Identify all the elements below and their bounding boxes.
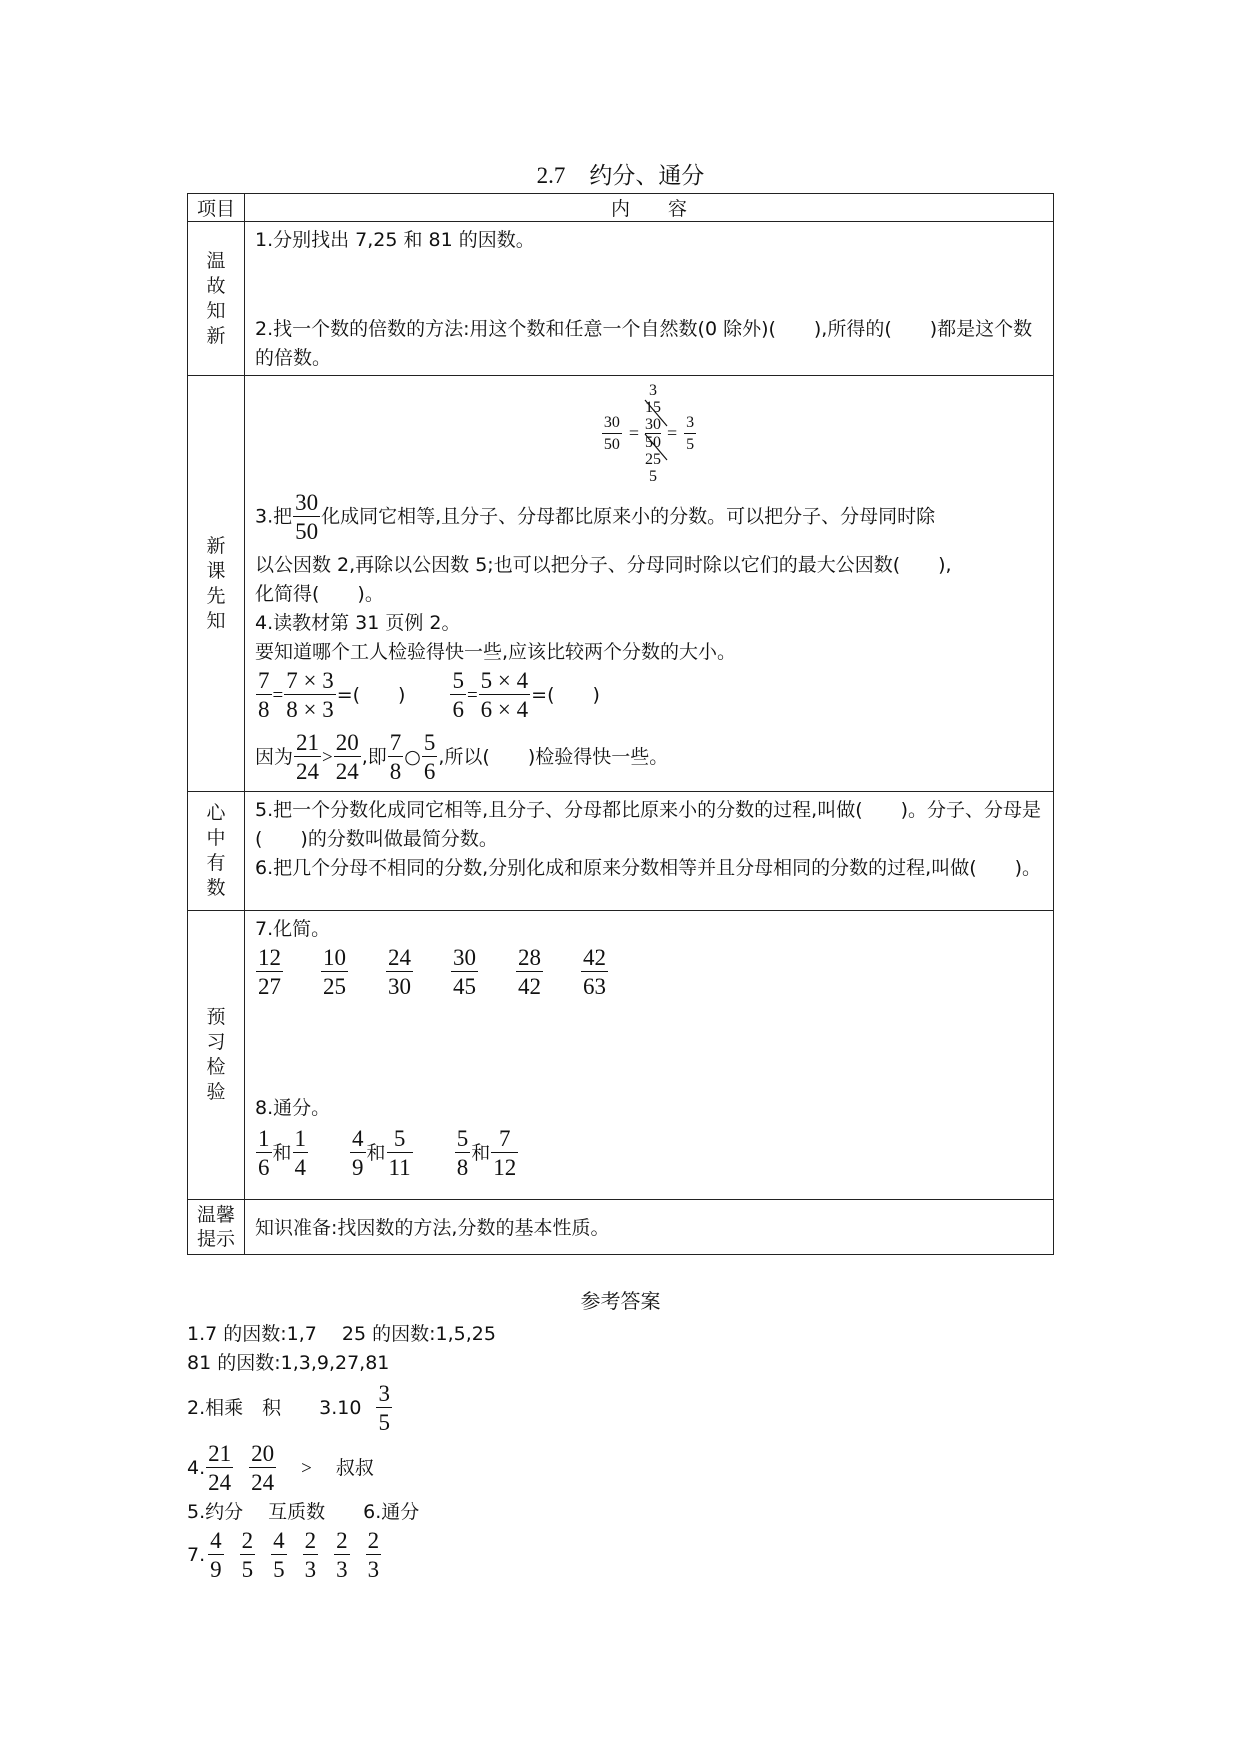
cancelled-fraction: 3 15 30 50 25 5 [645,382,661,485]
numerator: 24 [388,945,411,970]
fraction: $\frac{5}{6}$ [452,668,464,722]
tip-text: 知识准备:找因数的方法,分数的基本性质。 [255,1216,610,1239]
header-col-content: 内 容 [245,194,1054,222]
numerator: 2 [241,1528,254,1553]
fraction [321,946,348,998]
numerator: 10 [323,945,346,970]
row-content [245,222,1054,376]
fraction: 1 6 [258,1126,270,1180]
fraction [516,946,543,998]
fraction: 21 24 [208,1441,232,1495]
question-4-comparison: 因为 21 24 > 20 24 ,即 7 8 ○ 5 6 ,所以( )检验得快一些。 [255,730,669,784]
numerator: 4 [273,1528,285,1553]
denominator: 30 [388,974,411,999]
fraction [240,1529,256,1581]
question-5: 5.把一个分数化成同它相等,且分子、分母都比原来小的分数的过程,叫做( )。分子、分母是( )的分数叫做最简分数。 [255,799,1042,850]
numerator: 4 [210,1528,222,1553]
row-label: 心中有数 [188,792,245,911]
answer-4: 4. 21 24 20 24 > 叔叔 [187,1441,374,1495]
fraction: 1 4 [294,1126,307,1180]
simplify-fractions [255,946,1043,998]
fraction: 5 8 [456,1126,469,1180]
question-6: 6.把几个分母不相同的分数,分别化成和原来分数相等并且分母相同的分数的过程,叫做( )。 [255,857,1042,879]
denominator: 3 [304,1557,317,1582]
denominator: 5 [241,1557,254,1582]
question-4-equations: $\frac{7}{8}$ = $\frac{7 \times 3}{8 \times 3}$ =( ) $\frac{5}{6}$ = $\frac{5 \times 4}{6 \times 4}$ =( ) [258,668,600,722]
table-row [188,1200,1054,1255]
row-content [245,1200,1054,1255]
fraction [334,1529,350,1581]
row-content: 7.化简。 $\frac{12}{27}$ $\frac{10}{25}$ $\frac{24}{30}$ $\frac{30}{45}$ $\frac{28}{42}$ $\frac{42}{63}$ 8.通分。 1 6 和 1 4 4 9 和 5 11 5 8 和 7 12 [245,911,1054,1200]
numerator: 12 [258,945,281,970]
common-denominator-pairs [255,1127,1043,1179]
table-row [188,792,1054,911]
answer-7: 7. $\frac{4}{9}$ $\frac{2}{5}$ $\frac{4}{5}$ $\frac{2}{3}$ $\frac{2}{3}$ $\frac{2}{3}$ [187,1528,380,1582]
fraction: $\frac{30}{50}$ [295,490,319,544]
fraction: 21 24 [296,730,320,784]
fraction: $\frac{5 \times 4}{6 \times 4}$ [480,668,529,722]
question-1: 1.分别找出 7,25 和 81 的因数。 [255,229,535,251]
numerator: 42 [583,945,606,970]
fraction [366,1529,382,1581]
row-label: 温馨提示 [188,1200,245,1255]
denominator: 3 [336,1557,348,1582]
question-3: 3.把 $\frac{30}{50}$ 化成同它相等,且分子、分母都比原来小的分数。可以把分子、分母同时除 [255,490,936,544]
denominator: 45 [453,974,476,999]
answer-2-3: 2.相乘 积 3.10 3 5 [187,1381,390,1435]
denominator: 27 [258,974,281,999]
fraction-pair: 1 6 和 1 4 [258,1126,307,1180]
denominator: 25 [323,974,346,999]
fraction-pair: 5 8 和 7 12 [456,1126,517,1180]
denominator: 9 [210,1557,222,1582]
fraction: 7 12 [493,1126,517,1180]
fraction: 5 11 [388,1126,411,1180]
answer-title: 参考答案 [580,1289,661,1313]
fraction: $\frac{3}{5}$ [686,413,695,453]
row-label: 温故知新 [188,222,245,376]
fraction-pair: 4 9 和 5 11 [352,1126,411,1180]
fraction [208,1529,224,1581]
table-row [188,376,1054,792]
denominator: 42 [518,974,541,999]
numerator: 2 [304,1528,317,1553]
fraction [271,1529,287,1581]
page-title: 2.7 约分、通分 [536,163,705,189]
row-label: 预习检验 [188,911,245,1200]
table-row [188,911,1054,1200]
table-row [188,222,1054,376]
row-content [245,792,1054,911]
numerator: 28 [518,945,541,970]
fraction: 5 6 [423,730,436,784]
denominator: 5 [273,1557,285,1582]
answer-5-6: 5.约分 互质数 6.通分 [187,1501,420,1523]
denominator: 63 [583,974,606,999]
denominator: 3 [367,1557,380,1582]
table-header [188,194,1054,222]
fraction: 20 24 [335,730,359,784]
answer-1b: 81 的因数:1,3,9,27,81 [187,1352,390,1374]
numerator: 2 [336,1528,348,1553]
reduction-diagram: $\frac{30}{50}$ = 3 15 30 50 25 5 = $\frac{3}{5}$ [603,382,695,485]
question-2: 2.找一个数的倍数的方法:用这个数和任意一个自然数(0 除外)( ),所得的( )都是这个数的倍数。 [255,318,1033,369]
fraction: 3 5 [378,1381,390,1435]
answer-key [187,1285,1054,1581]
cancel-strokes [643,396,669,466]
fraction [386,946,413,998]
fraction [451,946,478,998]
row-content: $\frac{30}{50}$ = 3 15 30 50 25 5 = $\frac{3}{5}$ 3.把 $\frac{30}{50}$ 化成同它相等,且分子、分母都比原来小的分数。可以把分子、分母同时除 以公因数 2,再除以公因数 5;也可以把分子、分母同时除以它们的最大公因数( ), 化简得( )。 4.读教材第 31 页例 2。 要知道哪个工人检验得快一些,应该比较两个分数的大小。 $\frac{7}{8}$ = $\frac{7 \times 3}{8 \times 3}$ =( ) $\frac{5}{6}$ = $\frac{5 \times 4}{6 \times 4}$ =( ) 因为 21 24 > 20 24 ,即 7 8 ○ 5 6 ,所以( )检验得快一些。 [245,376,1054,792]
fraction: $\frac{7}{8}$ [258,668,270,722]
numerator: 30 [453,945,476,970]
fraction: 7 8 [389,730,402,784]
fraction: $\frac{30}{50}$ [603,413,620,453]
fraction: $\frac{7 \times 3}{8 \times 3}$ [286,668,334,722]
fraction [581,946,608,998]
answer-1: 1.7 的因数:1,7 25 的因数:1,5,25 [187,1323,496,1345]
row-label: 新课先知 [188,376,245,792]
fraction: 4 9 [352,1126,364,1180]
fraction [303,1529,319,1581]
worksheet-table [187,193,1054,1255]
numerator: 2 [367,1528,380,1553]
header-col-item: 项目 [188,194,245,222]
fraction [256,946,283,998]
fraction: 20 24 [251,1441,275,1495]
